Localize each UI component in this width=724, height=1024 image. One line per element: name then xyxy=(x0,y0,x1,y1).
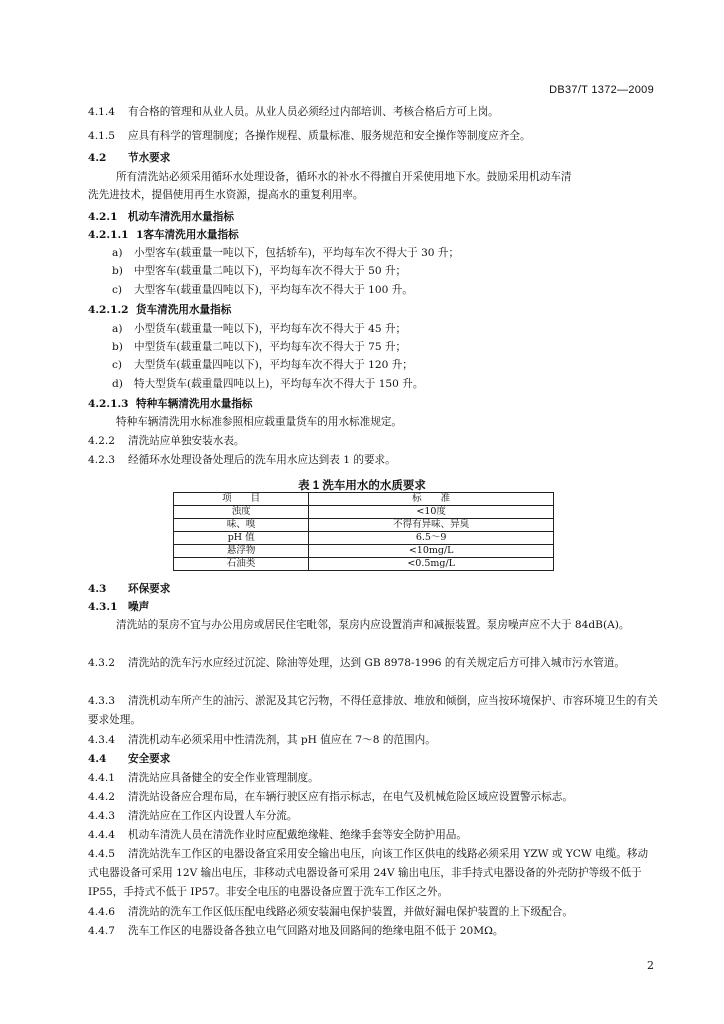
clause-4-3-3: 4.3.3 清洗机动车所产生的油污、淤泥及其它污物，不得任意排放、堆放和倾倒，应当按环境保护、市容环境卫生的有关要求处理。 xyxy=(88,695,658,726)
clause-4-4-6: 4.4.6 清洗站的洗车工作区低压配电线路必须安装漏电保护装置，并做好漏电保护装置的上下级配合。 xyxy=(88,906,573,918)
clause-4-4-1: 4.4.1 清洗站应具备健全的安全作业管理制度。 xyxy=(88,772,319,784)
paragraph-line: 洗先进技术，提倡使用再生水资源，提高水的重复利用率。 xyxy=(88,189,364,201)
table-header-cell: 标 准 xyxy=(309,493,554,506)
table-cell: 不得有异味、异臭 xyxy=(309,519,554,532)
heading-4-2-1-2: 4.2.1.2 货车清洗用水量指标 xyxy=(88,304,232,316)
list-item: c) 大型客车(载重量四吨以下)，平均每车次不得大于 100 升。 xyxy=(112,284,413,296)
table-cell: <0.5mg/L xyxy=(309,558,554,571)
paragraph: 清洗站的泵房不宜与办公用房或居民住宅毗邻，泵房内应设置消声和减振装置。泵房噪声应不大于 84dB(A)。 xyxy=(116,619,630,631)
clause-4-2-2: 4.2.2 清洗站应单独安装水表。 xyxy=(88,435,245,447)
table-row xyxy=(174,545,554,558)
heading-4-2-1: 4.2.1 机动车清洗用水量指标 xyxy=(88,211,234,223)
list-item: a) 小型客车(载重量一吨以下，包括轿车)，平均每车次不得大于 30 升； xyxy=(112,247,460,259)
clause-4-3-2: 4.3.2 清洗站的洗车污水应经过沉淀、除油等处理，达到 GB 8978-1996 的有关规定后方可排入城市污水管道。 xyxy=(88,657,626,669)
clause-4-4-5: 4.4.5 清洗站洗车工作区的电器设备宜采用安全输出电压，向该工作区供电的线路必须采用 YZW 或 YCW 电缆。移动式电器设备可采用 12V 输出电压，非移动式电器设备可采用 24V 输出电压，非手持式电器设备的外壳防护等级不低于 IP55，手持式不低于 IP57。非安全电压的电器设备应置于洗车工作区之外。 xyxy=(88,848,649,898)
clause-4-4-3: 4.4.3 清洗站应在工作区内设置人车分流。 xyxy=(88,810,298,822)
table-header-row xyxy=(174,493,554,506)
clause-4-4-7: 4.4.7 洗车工作区的电器设备各独立电气回路对地及回路间的绝缘电阻不低于 20MΩ。 xyxy=(88,925,504,937)
heading-4-2-1-3: 4.2.1.3 特种车辆清洗用水量指标 xyxy=(88,398,253,410)
table-cell: <10mg/L xyxy=(309,545,554,558)
paragraph-line: 所有清洗站必须采用循环水处理设备，循环水的补水不得擅自开采使用地下水。鼓励采用机动车清 xyxy=(116,171,572,183)
heading-4-2-1-1: 4.2.1.1 1客车清洗用水量指标 xyxy=(88,229,239,241)
table-cell: 悬浮物 xyxy=(174,545,309,558)
table-row xyxy=(174,532,554,545)
clause-4-4-2: 4.4.2 清洗站设备应合理布局，在车辆行驶区应有指示标志，在电气及机械危险区域应设置警示标志。 xyxy=(88,791,573,803)
list-item: b) 中型客车(载重量二吨以下)，平均每车次不得大于 50 升； xyxy=(112,265,407,277)
table-row xyxy=(174,506,554,519)
table-cell: pH 值 xyxy=(174,532,309,545)
clause-4-4-4: 4.4.4 机动车清洗人员在清洗作业时应配戴绝缘鞋、绝缘手套等安全防护用品。 xyxy=(88,829,467,841)
page-number: 2 xyxy=(647,959,654,972)
paragraph-line: 特种车辆清洗用水标准参照相应载重量货车的用水标准规定。 xyxy=(116,416,403,428)
clause-4-3-4: 4.3.4 清洗机动车必须采用中性清洗剂，其 pH 值应在 7～8 的范围内。 xyxy=(88,734,436,746)
table-cell: 味、嗅 xyxy=(174,519,309,532)
list-item: b) 中型货车(载重量二吨以下)，平均每车次不得大于 75 升； xyxy=(112,341,407,353)
table-cell: 6.5～9 xyxy=(309,532,554,545)
list-item: a) 小型货车(载重量一吨以下)，平均每车次不得大于 45 升； xyxy=(112,323,407,335)
heading-4-2: 4.2 节水要求 xyxy=(88,152,171,164)
water-quality-table xyxy=(173,492,554,571)
table-cell: 石油类 xyxy=(174,558,309,571)
table-cell: 浊度 xyxy=(174,506,309,519)
list-item: c) 大型货车(载重量四吨以下)，平均每车次不得大于 120 升； xyxy=(112,359,413,371)
table-row xyxy=(174,519,554,532)
clause-4-1-5: 4.1.5 应具有科学的管理制度；各操作规程、质量标准、服务规范和安全操作等制度应齐全。 xyxy=(88,130,531,142)
standard-code: DB37/T 1372—2009 xyxy=(549,84,654,96)
table-cell: <10度 xyxy=(309,506,554,519)
heading-4-3-1: 4.3.1 噪声 xyxy=(88,601,150,613)
clause-4-1-4: 4.1.4 有合格的管理和从业人员。从业人员必须经过内部培训、考核合格后方可上岗。 xyxy=(88,106,499,118)
clause-4-2-3: 4.2.3 经循环水处理设备处理后的洗车用水应达到表 1 的要求。 xyxy=(88,454,396,466)
table-row xyxy=(174,558,554,571)
list-item: d) 特大型货车(载重量四吨以上)，平均每车次不得大于 150 升。 xyxy=(112,378,424,390)
heading-4-4: 4.4 安全要求 xyxy=(88,753,171,765)
heading-4-3: 4.3 环保要求 xyxy=(88,583,171,595)
table-header-cell: 项 目 xyxy=(174,493,309,506)
table-caption: 表 1 洗车用水的水质要求 xyxy=(298,480,426,492)
